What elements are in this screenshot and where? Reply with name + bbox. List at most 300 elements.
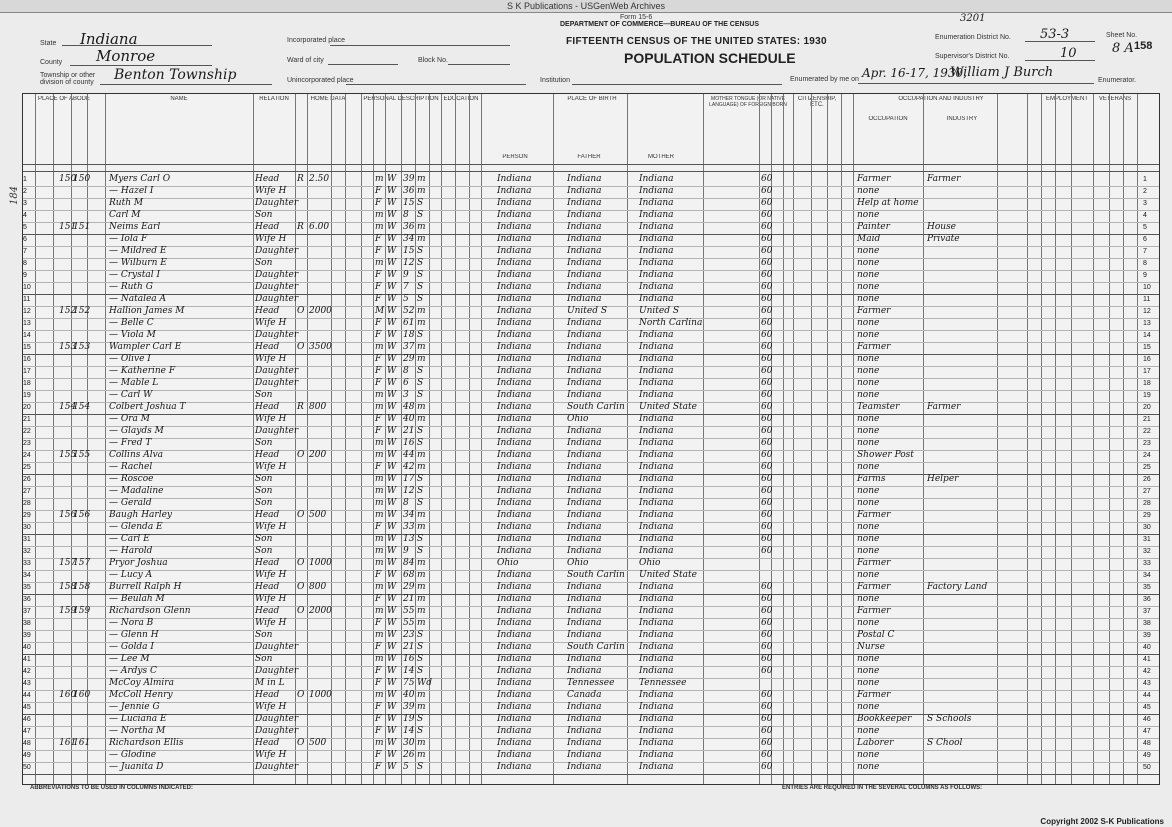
line-number-right: 30	[1143, 524, 1151, 531]
occupation: none	[857, 666, 880, 676]
sex: F	[375, 414, 382, 424]
native-language-code: 60	[761, 630, 773, 640]
ed-line	[1025, 41, 1095, 42]
native-language-code: 60	[761, 306, 773, 316]
sex: m	[375, 450, 384, 460]
birthplace-person: Indiana	[497, 714, 532, 724]
native-language-code: 60	[761, 354, 773, 364]
line-number: 2	[23, 188, 27, 195]
birthplace-father: Indiana	[567, 438, 602, 448]
relation: Head	[255, 510, 280, 520]
native-language-code: 60	[761, 474, 773, 484]
marital-status: m	[417, 618, 426, 628]
occupation: Shower Post	[857, 450, 914, 460]
birthplace-father: Indiana	[567, 618, 602, 628]
birthplace-mother: Indiana	[639, 438, 674, 448]
line-number: 13	[23, 320, 31, 327]
person-name: Richardson Glenn	[109, 606, 191, 616]
occupation: none	[857, 462, 880, 472]
block-line	[448, 64, 510, 65]
line-number-right: 2	[1143, 188, 1147, 195]
table-row	[23, 342, 1159, 354]
birthplace-father: Indiana	[567, 174, 602, 184]
age: 75	[403, 678, 415, 688]
table-row	[23, 282, 1159, 294]
line-number-right: 9	[1143, 272, 1147, 279]
race: W	[387, 330, 397, 340]
birthplace-mother: Indiana	[639, 594, 674, 604]
table-row	[23, 378, 1159, 390]
birthplace-person: Indiana	[497, 618, 532, 628]
line-number-right: 17	[1143, 368, 1151, 375]
line-number-right: 11	[1143, 296, 1151, 303]
table-row	[23, 426, 1159, 438]
person-name: — Crystal I	[109, 270, 161, 280]
age: 14	[403, 666, 415, 676]
birthplace-person: Indiana	[497, 522, 532, 532]
birthplace-mother: Indiana	[639, 354, 674, 364]
race: W	[387, 690, 397, 700]
race: W	[387, 450, 397, 460]
line-number-right: 47	[1143, 728, 1151, 735]
home-tenure: O	[297, 510, 305, 520]
native-language-code: 60	[761, 462, 773, 472]
age: 52	[403, 306, 415, 316]
birthplace-father: South Carlin	[567, 570, 625, 580]
relation: Daughter	[255, 642, 299, 652]
line-number-right: 29	[1143, 512, 1151, 519]
occupation: none	[857, 618, 880, 628]
line-number: 21	[23, 416, 31, 423]
relation: Son	[255, 630, 273, 640]
relation: Wife H	[255, 354, 287, 364]
line-number: 50	[23, 764, 31, 771]
birthplace-father: South Carlin	[567, 642, 625, 652]
native-language-code: 60	[761, 714, 773, 724]
age: 23	[403, 630, 415, 640]
person-name: — Natalea A	[109, 294, 167, 304]
age: 30	[403, 738, 415, 748]
line-number-right: 45	[1143, 704, 1151, 711]
occupation: none	[857, 678, 880, 688]
line-number: 26	[23, 476, 31, 483]
race: W	[387, 234, 397, 244]
sex: F	[375, 246, 382, 256]
birthplace-mother: Indiana	[639, 582, 674, 592]
township-line	[100, 84, 272, 85]
birthplace-mother: Indiana	[639, 630, 674, 640]
line-number: 29	[23, 512, 31, 519]
marital-status: m	[417, 342, 426, 352]
birthplace-person: Indiana	[497, 378, 532, 388]
state-label: State	[40, 40, 57, 47]
birthplace-person: Indiana	[497, 726, 532, 736]
native-language-code: 60	[761, 438, 773, 448]
birthplace-mother: Indiana	[639, 702, 674, 712]
native-language-code: 60	[761, 210, 773, 220]
native-language-code: 60	[761, 270, 773, 280]
birthplace-person: Indiana	[497, 462, 532, 472]
relation: Wife H	[255, 618, 287, 628]
line-number: 36	[23, 596, 31, 603]
table-row	[23, 462, 1159, 474]
table-row	[23, 474, 1159, 486]
race: W	[387, 582, 397, 592]
dwelling-number: 150	[59, 174, 77, 184]
birthplace-mother: Indiana	[639, 738, 674, 748]
line-number-right: 24	[1143, 452, 1151, 459]
native-language-code: 60	[761, 726, 773, 736]
sex: F	[375, 714, 382, 724]
relation: Son	[255, 390, 273, 400]
birthplace-father: Indiana	[567, 666, 602, 676]
line-number-right: 12	[1143, 308, 1151, 315]
industry: Helper	[927, 474, 959, 484]
race: W	[387, 630, 397, 640]
native-language-code: 60	[761, 510, 773, 520]
line-number-right: 32	[1143, 548, 1151, 555]
dwelling-number: 160	[59, 690, 77, 700]
home-tenure: O	[297, 690, 305, 700]
birthplace-mother: Indiana	[639, 486, 674, 496]
county-value: Monroe	[96, 47, 156, 65]
person-name: — Glenda E	[109, 522, 163, 532]
person-name: Ruth M	[109, 198, 144, 208]
person-name: Neims Earl	[109, 222, 161, 232]
line-number: 33	[23, 560, 31, 567]
person-name: Pryor Joshua	[109, 558, 168, 568]
person-name: Baugh Harley	[109, 510, 172, 520]
group-occupation: OCCUPATION AND INDUSTRY	[898, 96, 984, 102]
line-number-right: 5	[1143, 224, 1147, 231]
marital-status: S	[417, 726, 424, 736]
sd-value: 10	[1060, 46, 1077, 61]
person-name: — Wilburn E	[109, 258, 167, 268]
occupation: Farms	[857, 474, 886, 484]
occupation: Teamster	[857, 402, 900, 412]
table-row	[23, 198, 1159, 210]
relation: Daughter	[255, 666, 299, 676]
state-value: Indiana	[80, 30, 138, 48]
line-number: 16	[23, 356, 31, 363]
line-number-right: 19	[1143, 392, 1151, 399]
birthplace-father: Indiana	[567, 594, 602, 604]
birthplace-mother: Indiana	[639, 282, 674, 292]
line-number-right: 14	[1143, 332, 1151, 339]
birthplace-mother: Indiana	[639, 546, 674, 556]
native-language-code: 60	[761, 450, 773, 460]
relation: Son	[255, 498, 273, 508]
line-number: 40	[23, 644, 31, 651]
race: W	[387, 426, 397, 436]
native-language-code: 60	[761, 738, 773, 748]
unincorporated-line	[346, 84, 526, 85]
age: 29	[403, 582, 415, 592]
person-name: — Golda I	[109, 642, 154, 652]
marital-status: m	[417, 690, 426, 700]
state-line	[62, 45, 212, 46]
person-name: — Glayds M	[109, 426, 164, 436]
marital-status: m	[417, 606, 426, 616]
birthplace-mother: Indiana	[639, 174, 674, 184]
race: W	[387, 390, 397, 400]
ward-line	[328, 64, 398, 65]
township-value: Benton Township	[114, 67, 237, 83]
birthplace-person: Ohio	[497, 558, 519, 568]
relation: Head	[255, 222, 280, 232]
birthplace-person: Indiana	[497, 582, 532, 592]
home-value: 800	[309, 582, 327, 592]
stamp-number: 3201	[960, 13, 986, 24]
native-language-code: 60	[761, 198, 773, 208]
sex: F	[375, 666, 382, 676]
age: 33	[403, 522, 415, 532]
occupation: none	[857, 270, 880, 280]
home-tenure: R	[297, 174, 304, 184]
birthplace-person: Indiana	[497, 678, 532, 688]
birthplace-mother: Indiana	[639, 426, 674, 436]
industry: Farmer	[927, 174, 961, 184]
family-number: 150	[73, 174, 91, 184]
line-number: 11	[23, 296, 31, 303]
group-education: EDUCATION	[443, 96, 479, 102]
home-tenure: O	[297, 738, 305, 748]
birthplace-person: Indiana	[497, 174, 532, 184]
age: 5	[403, 762, 409, 772]
line-number-right: 34	[1143, 572, 1151, 579]
native-language-code: 60	[761, 702, 773, 712]
race: W	[387, 522, 397, 532]
table-row	[23, 366, 1159, 378]
dwelling-number: 158	[59, 582, 77, 592]
table-row	[23, 630, 1159, 642]
dwelling-number: 159	[59, 606, 77, 616]
group-citizenship: CITIZENSHIP, ETC.	[797, 96, 837, 108]
birthplace-person: Indiana	[497, 606, 532, 616]
age: 21	[403, 642, 415, 652]
birthplace-mother: United State	[639, 570, 697, 580]
birthplace-father: Indiana	[567, 714, 602, 724]
birthplace-father: Indiana	[567, 318, 602, 328]
line-number: 38	[23, 620, 31, 627]
occupation: Farmer	[857, 174, 891, 184]
birthplace-mother: Ohio	[639, 558, 661, 568]
family-number: 158	[73, 582, 91, 592]
race: W	[387, 558, 397, 568]
ward-label: Ward of city	[287, 57, 324, 64]
home-tenure: O	[297, 450, 305, 460]
person-name: — Viola M	[109, 330, 156, 340]
dwelling-number: 156	[59, 510, 77, 520]
marital-status: m	[417, 174, 426, 184]
birthplace-person: Indiana	[497, 666, 532, 676]
birthplace-mother: Indiana	[639, 222, 674, 232]
line-number: 5	[23, 224, 27, 231]
home-tenure: R	[297, 402, 304, 412]
sex: F	[375, 594, 382, 604]
birthplace-mother: Indiana	[639, 642, 674, 652]
occupation: none	[857, 750, 880, 760]
relation: Wife H	[255, 234, 287, 244]
birthplace-father: Indiana	[567, 750, 602, 760]
sex: m	[375, 630, 384, 640]
table-row	[23, 582, 1159, 594]
birthplace-person: Indiana	[497, 210, 532, 220]
race: W	[387, 462, 397, 472]
birthplace-mother: Indiana	[639, 210, 674, 220]
line-number: 47	[23, 728, 31, 735]
birthplace-father: Indiana	[567, 762, 602, 772]
home-value: 2000	[309, 606, 332, 616]
line-number: 8	[23, 260, 27, 267]
race: W	[387, 378, 397, 388]
birthplace-mother: Indiana	[639, 498, 674, 508]
table-row	[23, 402, 1159, 414]
sd-line	[1025, 60, 1095, 61]
line-number-right: 43	[1143, 680, 1151, 687]
group-tongue: MOTHER TONGUE (OR NATIVE LANGUAGE) OF FOREIGN BORN	[709, 96, 787, 108]
birthplace-person: Indiana	[497, 414, 532, 424]
person-name: — Carl E	[109, 534, 150, 544]
line-number-right: 23	[1143, 440, 1151, 447]
relation: Wife H	[255, 318, 287, 328]
marital-status: m	[417, 222, 426, 232]
race: W	[387, 438, 397, 448]
native-language-code: 60	[761, 246, 773, 256]
relation: Son	[255, 534, 273, 544]
person-name: — Luciana E	[109, 714, 167, 724]
schedule-title: POPULATION SCHEDULE	[624, 50, 796, 66]
home-value: 500	[309, 738, 327, 748]
relation: Head	[255, 450, 280, 460]
table-row	[23, 486, 1159, 498]
institution-label: Institution	[540, 77, 570, 84]
age: 36	[403, 222, 415, 232]
relation: Daughter	[255, 726, 299, 736]
industry: Farmer	[927, 402, 961, 412]
birthplace-person: Indiana	[497, 534, 532, 544]
marital-status: S	[417, 198, 424, 208]
marital-status: m	[417, 522, 426, 532]
sex: m	[375, 690, 384, 700]
marital-status: S	[417, 654, 424, 664]
line-number: 48	[23, 740, 31, 747]
birthplace-father: Indiana	[567, 534, 602, 544]
line-number: 43	[23, 680, 31, 687]
relation: Head	[255, 402, 280, 412]
marital-status: m	[417, 570, 426, 580]
age: 68	[403, 570, 415, 580]
relation: Daughter	[255, 294, 299, 304]
line-number: 14	[23, 332, 31, 339]
occupation: Maid	[857, 234, 881, 244]
native-language-code: 60	[761, 294, 773, 304]
enumerated-date: Apr. 16-17, 1930,	[862, 66, 967, 80]
birthplace-person: Indiana	[497, 630, 532, 640]
line-number: 45	[23, 704, 31, 711]
line-number: 37	[23, 608, 31, 615]
birthplace-mother: Tennessee	[639, 678, 687, 688]
relation: Wife H	[255, 186, 287, 196]
table-row	[23, 330, 1159, 342]
age: 61	[403, 318, 415, 328]
birthplace-mother: Indiana	[639, 390, 674, 400]
birthplace-mother: Indiana	[639, 342, 674, 352]
sex: m	[375, 582, 384, 592]
age: 14	[403, 726, 415, 736]
race: W	[387, 294, 397, 304]
table-row	[23, 414, 1159, 426]
sex: F	[375, 726, 382, 736]
birthplace-father: Indiana	[567, 450, 602, 460]
occupation: none	[857, 438, 880, 448]
marital-status: m	[417, 306, 426, 316]
birthplace-father: Indiana	[567, 294, 602, 304]
relation: Daughter	[255, 270, 299, 280]
line-number-right: 15	[1143, 344, 1151, 351]
marital-status: m	[417, 558, 426, 568]
person-name: — Hazel I	[109, 186, 154, 196]
enumerator-label: Enumerator.	[1098, 77, 1137, 84]
race: W	[387, 618, 397, 628]
birthplace-person: Indiana	[497, 750, 532, 760]
native-language-code: 60	[761, 342, 773, 352]
person-name: — Mable L	[109, 378, 159, 388]
occupation: Farmer	[857, 690, 891, 700]
birthplace-person: Indiana	[497, 690, 532, 700]
race: W	[387, 678, 397, 688]
age: 12	[403, 258, 415, 268]
occupation: Farmer	[857, 342, 891, 352]
table-row	[23, 714, 1159, 726]
birthplace-father: Indiana	[567, 522, 602, 532]
occupation: none	[857, 186, 880, 196]
marital-status: S	[417, 246, 424, 256]
group-abode: PLACE OF ABODE	[37, 96, 91, 102]
dwelling-number: 157	[59, 558, 77, 568]
line-number: 7	[23, 248, 27, 255]
birthplace-person: Indiana	[497, 282, 532, 292]
dwelling-number: 161	[59, 738, 77, 748]
line-number: 22	[23, 428, 31, 435]
birthplace-mother: Indiana	[639, 606, 674, 616]
group-birth: PLACE OF BIRTH	[567, 96, 617, 102]
line-number-right: 8	[1143, 260, 1147, 267]
marital-status: S	[417, 258, 424, 268]
birthplace-father: Indiana	[567, 462, 602, 472]
sex: M	[375, 306, 385, 316]
sex: F	[375, 570, 382, 580]
marital-status: m	[417, 462, 426, 472]
table-row	[23, 738, 1159, 750]
table-row	[23, 270, 1159, 282]
table-row	[23, 498, 1159, 510]
group-relation: RELATION	[259, 96, 289, 102]
birthplace-mother: Indiana	[639, 750, 674, 760]
table-row	[23, 702, 1159, 714]
table-row	[23, 450, 1159, 462]
unincorporated-label: Unincorporated place	[287, 77, 354, 84]
relation: Wife H	[255, 414, 287, 424]
marital-status: m	[417, 318, 426, 328]
relation: Son	[255, 486, 273, 496]
birthplace-mother: Indiana	[639, 618, 674, 628]
home-value: 200	[309, 450, 327, 460]
race: W	[387, 714, 397, 724]
line-number: 32	[23, 548, 31, 555]
marital-status: S	[417, 378, 424, 388]
family-number: 161	[73, 738, 91, 748]
